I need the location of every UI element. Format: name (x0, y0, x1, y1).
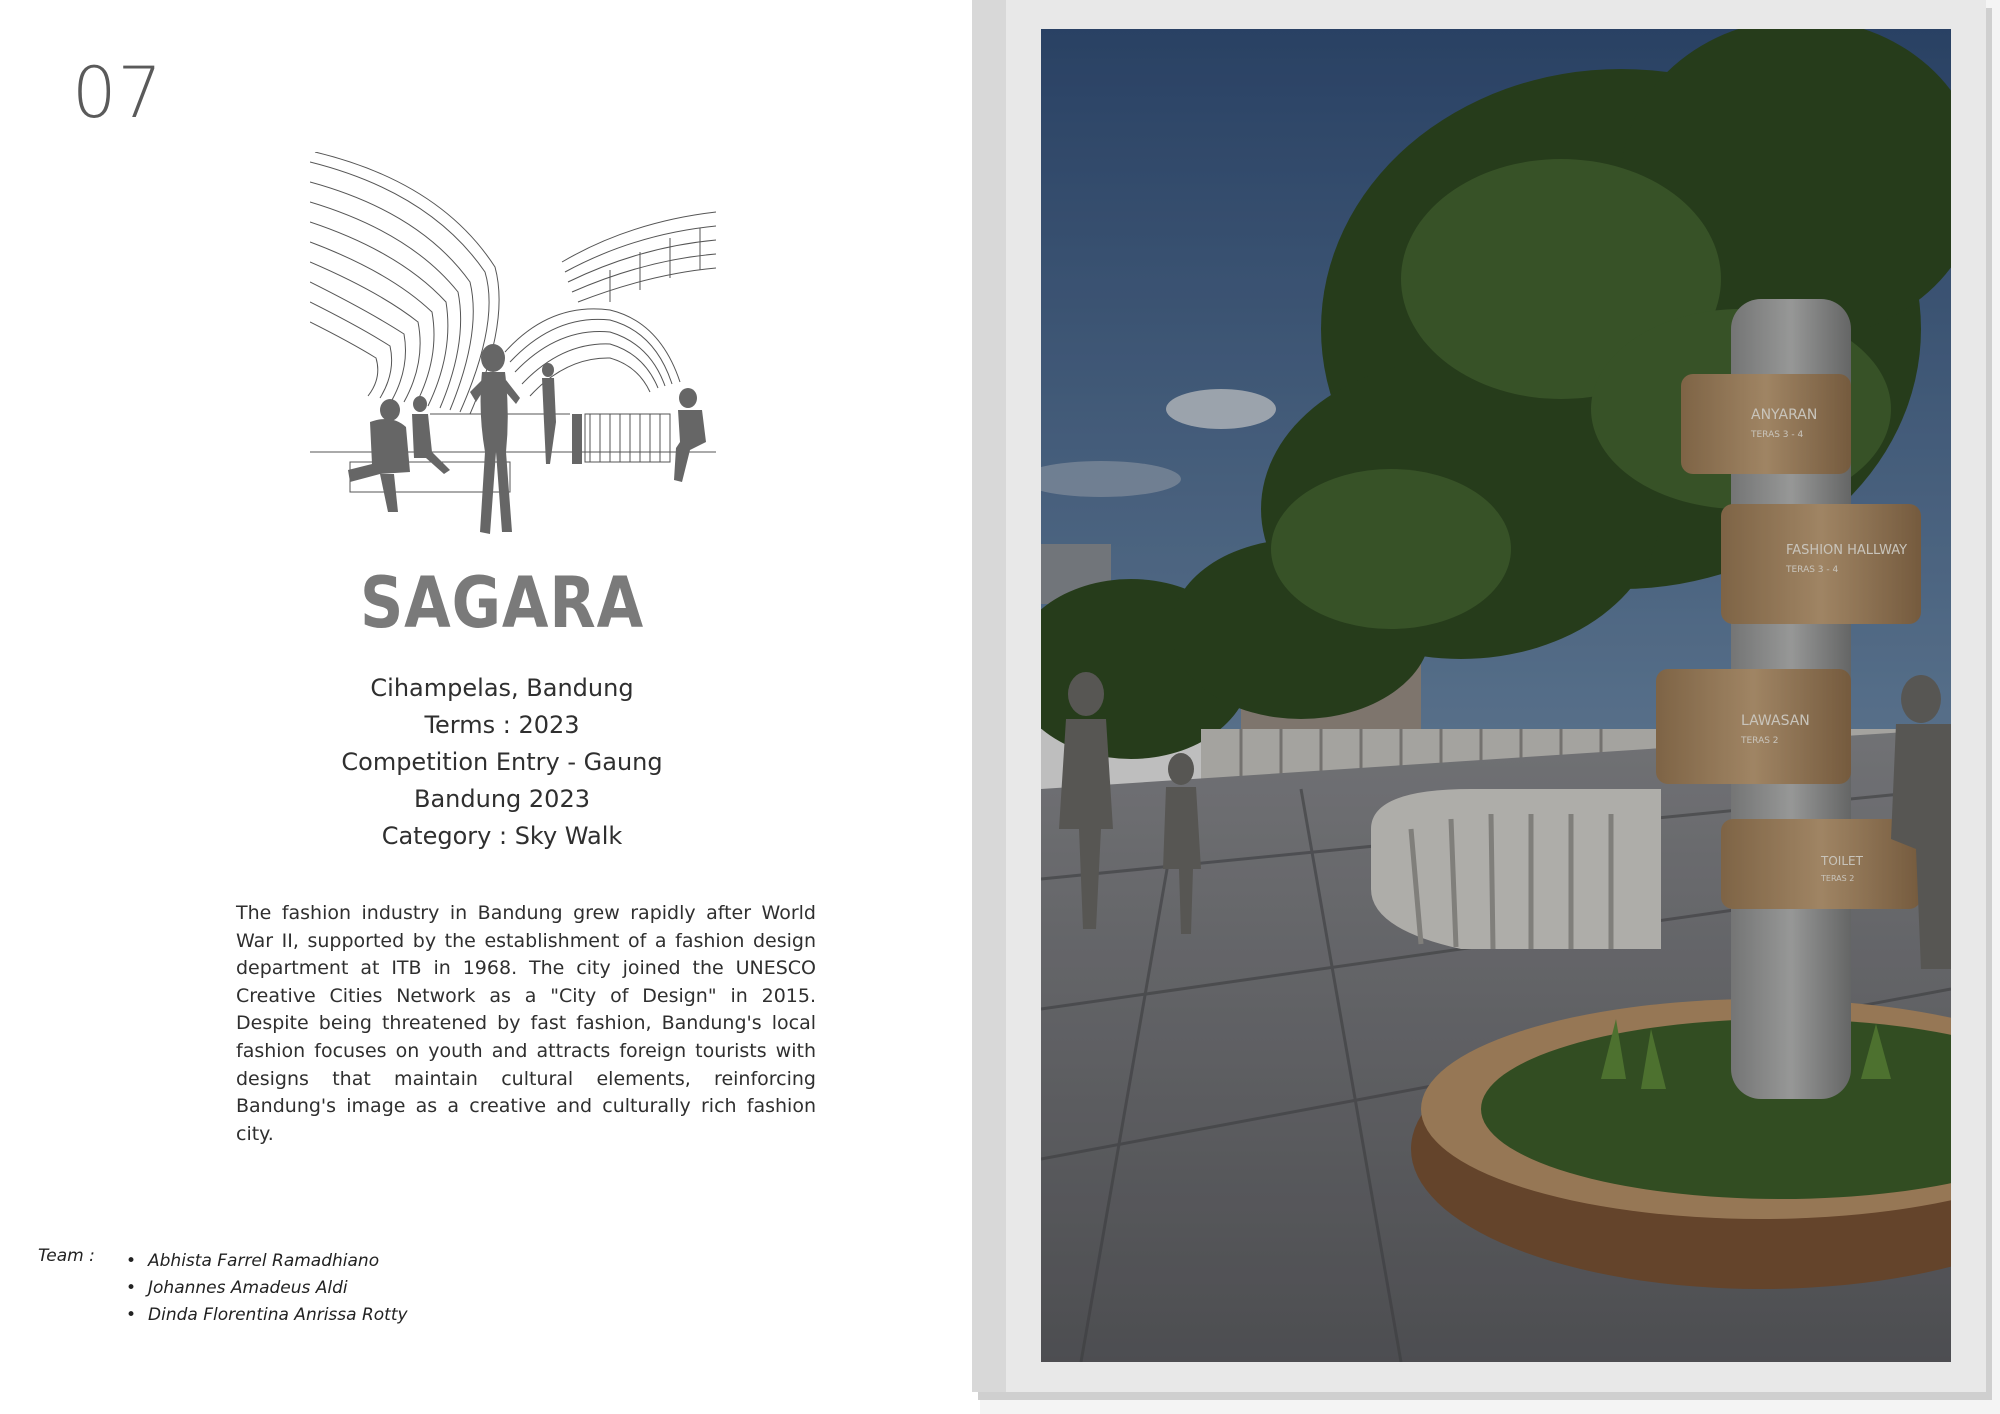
svg-text:FASHION HALLWAY: FASHION HALLWAY (1786, 543, 1908, 558)
team-label: Team : (38, 1246, 95, 1266)
architecture-sketch-illustration (310, 152, 716, 538)
svg-text:ANYARAN: ANYARAN (1751, 407, 1818, 423)
svg-text:TERAS 2: TERAS 2 (1821, 874, 1855, 883)
project-competition-year: Bandung 2023 (414, 785, 590, 813)
project-category: Category : Sky Walk (381, 822, 623, 850)
skywalk-render-image (1041, 29, 1951, 1362)
svg-text:LAWASAN: LAWASAN (1741, 713, 1810, 729)
project-meta (300, 670, 704, 855)
team-member: • Johannes Amadeus Aldi (148, 1275, 408, 1302)
team-member: • Dinda Florentina Anrissa Rotty (148, 1302, 408, 1329)
team-member: • Abhista Farrel Ramadhiano (148, 1248, 408, 1275)
svg-text:TOILET: TOILET (1821, 854, 1863, 868)
svg-text:TERAS 3 - 4: TERAS 3 - 4 (1786, 565, 1839, 575)
render-frame-edge (972, 0, 1006, 1392)
project-terms: Terms : 2023 (424, 711, 580, 739)
team-list (148, 1248, 408, 1329)
project-description: The fashion industry in Bandung grew rapidly after World War II, supported by the establishment of a fashion design department at ITB in 1968. The city joined the UNESCO Creative Cities Network as a "City of Design" in 2015. Despite being threatened by fast fashion, Bandung's local fashion focuses on youth and attracts foreign tourists with designs that maintain cultural elements, reinforcing Bandung's image as a creative and culturally rich fashion city. (236, 902, 816, 1145)
svg-text:TERAS 3 - 4: TERAS 3 - 4 (1751, 430, 1804, 440)
project-location: Cihampelas, Bandung (370, 674, 634, 702)
project-competition: Competition Entry - Gaung (341, 748, 663, 776)
project-title: SAGARA (359, 562, 645, 644)
page-number: 07 (72, 52, 164, 134)
svg-text:TERAS 2: TERAS 2 (1741, 736, 1779, 746)
